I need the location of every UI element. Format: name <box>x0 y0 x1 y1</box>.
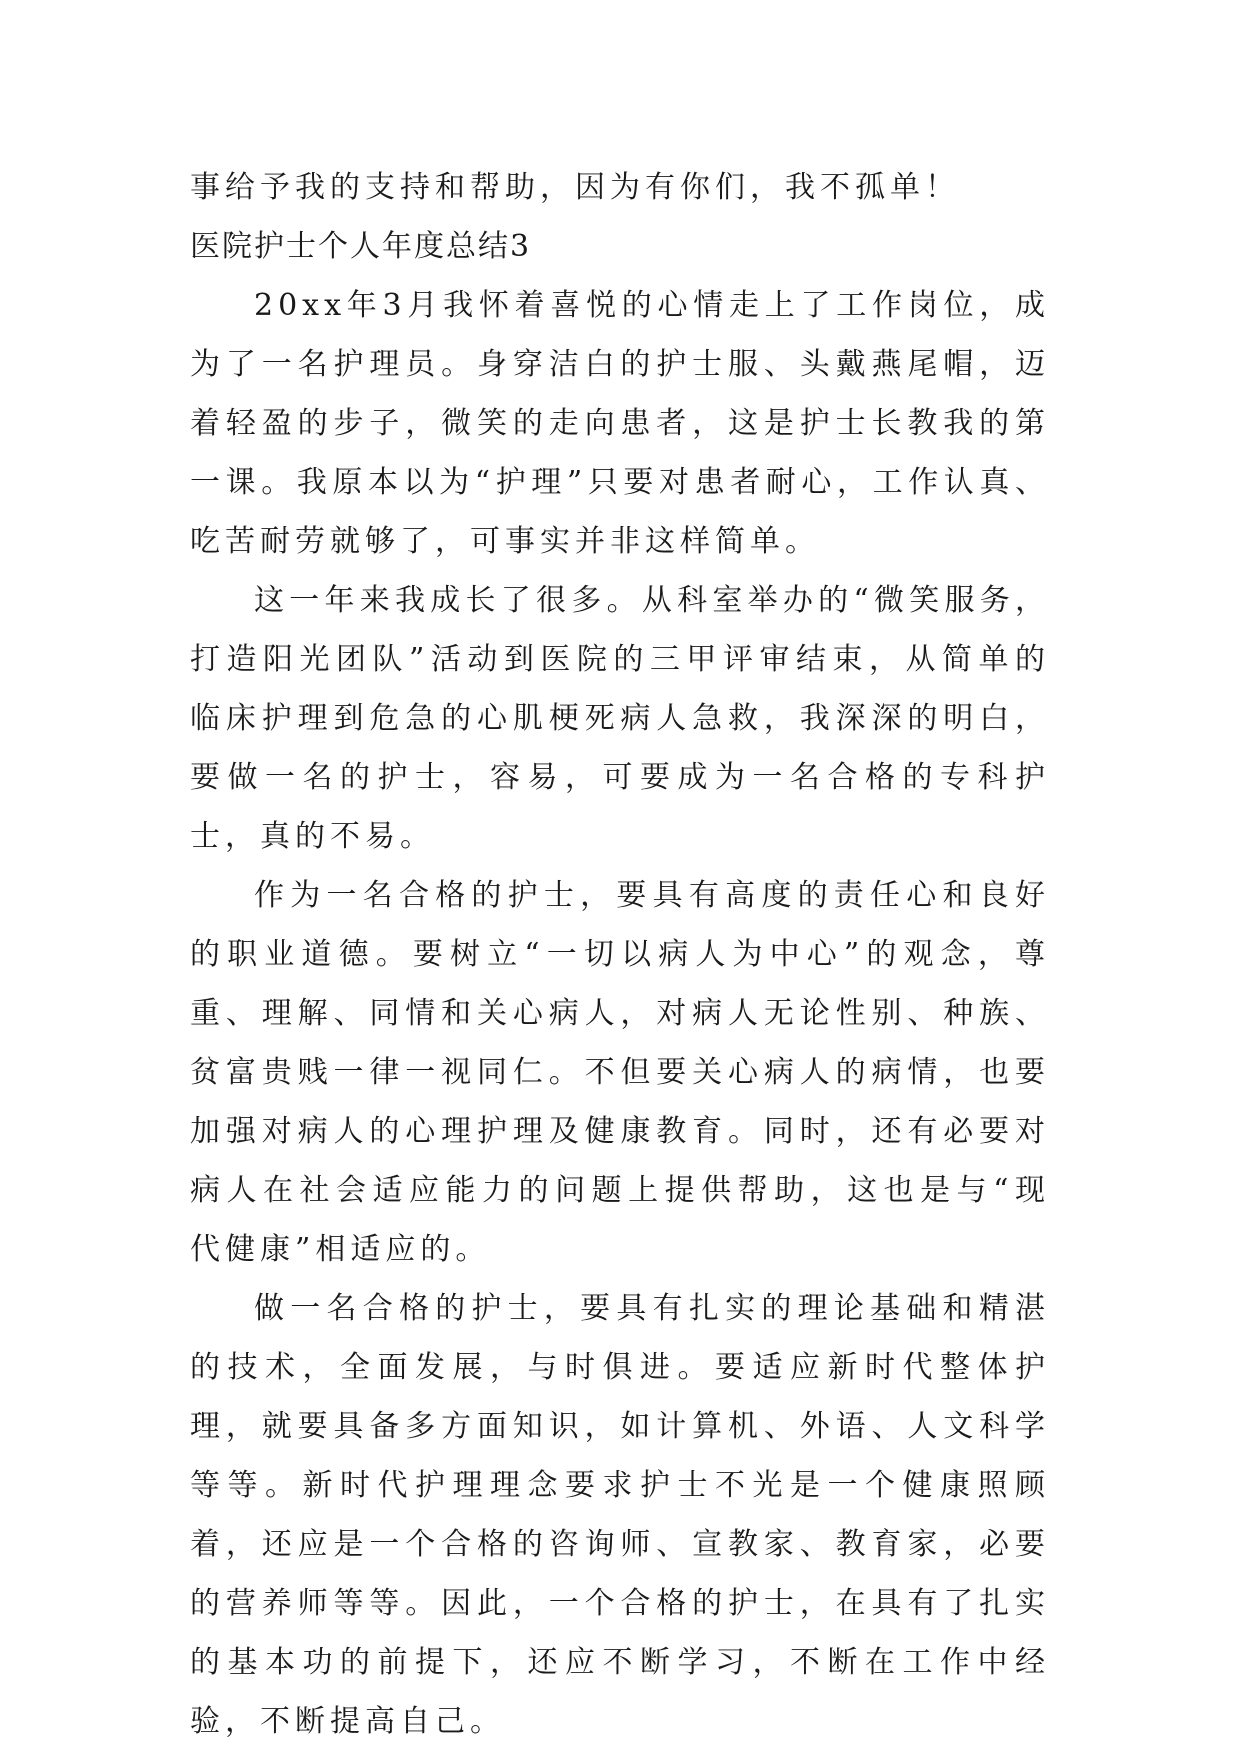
paragraph-1: 20xx年3月我怀着喜悦的心情走上了工作岗位，成为了一名护理员。身穿洁白的护士服、头戴燕尾帽，迈着轻盈的步子，微笑的走向患者，这是护士长教我的第一课。我原本以为“护理”只要对患者耐心，工作认真、吃苦耐劳就够了，可事实并非这样简单。 <box>190 288 1050 559</box>
section-heading: 医院护士个人年度总结3 <box>190 229 532 264</box>
paragraph-4: 做一名合格的护士，要具有扎实的理论基础和精湛的技术，全面发展，与时俱进。要适应新时代整体护理，就要具备多方面知识，如计算机、外语、人文科学等等。新时代护理理念要求护士不光是一个健康照顾着，还应是一个合格的咨询师、宣教家、教育家，必要的营养师等等。因此，一个合格的护士，在具有了扎实的基本功的前提下，还应不断学习，不断在工作中经验，不断提高自己。 <box>190 1291 1050 1739</box>
paragraph-2: 这一年来我成长了很多。从科室举办的“微笑服务，打造阳光团队”活动到医院的三甲评审结束，从简单的临床护理到危急的心肌梗死病人急救，我深深的明白，要做一名的护士，容易，可要成为一名合格的专科护士，真的不易。 <box>190 583 1050 854</box>
document-page <box>190 158 1050 1751</box>
paragraph-3: 作为一名合格的护士，要具有高度的责任心和良好的职业道德。要树立“一切以病人为中心”的观念，尊重、理解、同情和关心病人，对病人无论性别、种族、贫富贵贱一律一视同仁。不但要关心病人的病情，也要加强对病人的心理护理及健康教育。同时，还有必要对病人在社会适应能力的问题上提供帮助，这也是与“现代健康”相适应的。 <box>190 878 1050 1267</box>
continuation-line: 事给予我的支持和帮助，因为有你们，我不孤单！ <box>190 170 960 205</box>
